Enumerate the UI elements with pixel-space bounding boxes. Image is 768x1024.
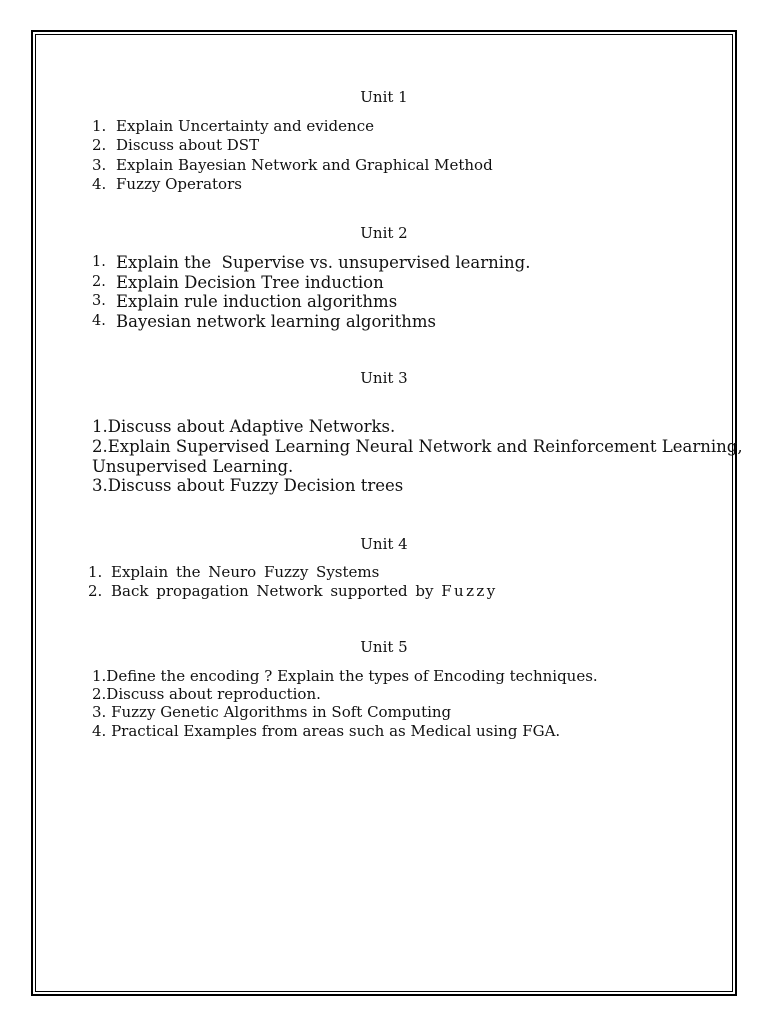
- item-text: Bayesian network learning algorithms: [116, 311, 436, 331]
- question-line: 3. Fuzzy Genetic Algorithms in Soft Computing: [92, 703, 452, 722]
- question-line: 2.Discuss about reproduction.: [92, 685, 321, 704]
- item-number: 1.: [92, 254, 106, 270]
- question-line: 2.Explain Supervised Learning Neural Network and Reinforcement Learning,: [92, 436, 743, 456]
- item-text: Fuzzy Operators: [116, 174, 242, 193]
- item-text: Explain rule induction algorithms: [116, 292, 398, 311]
- item-text: Explain Decision Tree induction: [116, 272, 384, 292]
- item-text: Explain Bayesian Network and Graphical Method: [116, 155, 493, 174]
- question-line: 3.Discuss about Fuzzy Decision trees: [92, 476, 404, 496]
- unit-3-question-block: [92, 417, 743, 496]
- question-line: 1.Define the encoding ? Explain the types of Encoding techniques.: [92, 667, 598, 685]
- item-number: 1.: [92, 117, 107, 135]
- item-text: Back propagation Network supported by: [111, 581, 434, 600]
- question-line: 1.Discuss about Adaptive Networks.: [92, 417, 396, 436]
- item-text-tail: Fuzzy: [441, 581, 498, 600]
- item-number: 1.: [88, 563, 103, 581]
- item-text: Discuss about DST: [116, 136, 260, 155]
- unit-1-heading: Unit 1: [360, 88, 408, 106]
- unit-5-question-block: [92, 667, 598, 740]
- item-text: Explain the Neuro Fuzzy Systems: [111, 563, 380, 581]
- unit-2-heading: Unit 2: [360, 224, 408, 242]
- item-number: 4.: [92, 174, 107, 193]
- unit-5-heading: Unit 5: [360, 638, 408, 656]
- item-number: 3.: [92, 155, 107, 174]
- unit-4-heading: Unit 4: [360, 535, 408, 553]
- unit-3-heading: Unit 3: [360, 369, 408, 387]
- item-text-wrap: [111, 582, 498, 601]
- item-text: Explain Uncertainty and evidence: [116, 117, 374, 135]
- item-text: Explain the Supervise vs. unsupervised learning.: [116, 253, 531, 272]
- item-number: 4.: [92, 312, 106, 329]
- item-number: 2.: [88, 581, 103, 600]
- question-line: 4. Practical Examples from areas such as Medical using FGA.: [92, 721, 561, 740]
- item-number: 2.: [92, 136, 107, 155]
- question-line: Unsupervised Learning.: [92, 456, 294, 476]
- item-number: 2.: [92, 273, 106, 290]
- item-number: 3.: [92, 293, 106, 309]
